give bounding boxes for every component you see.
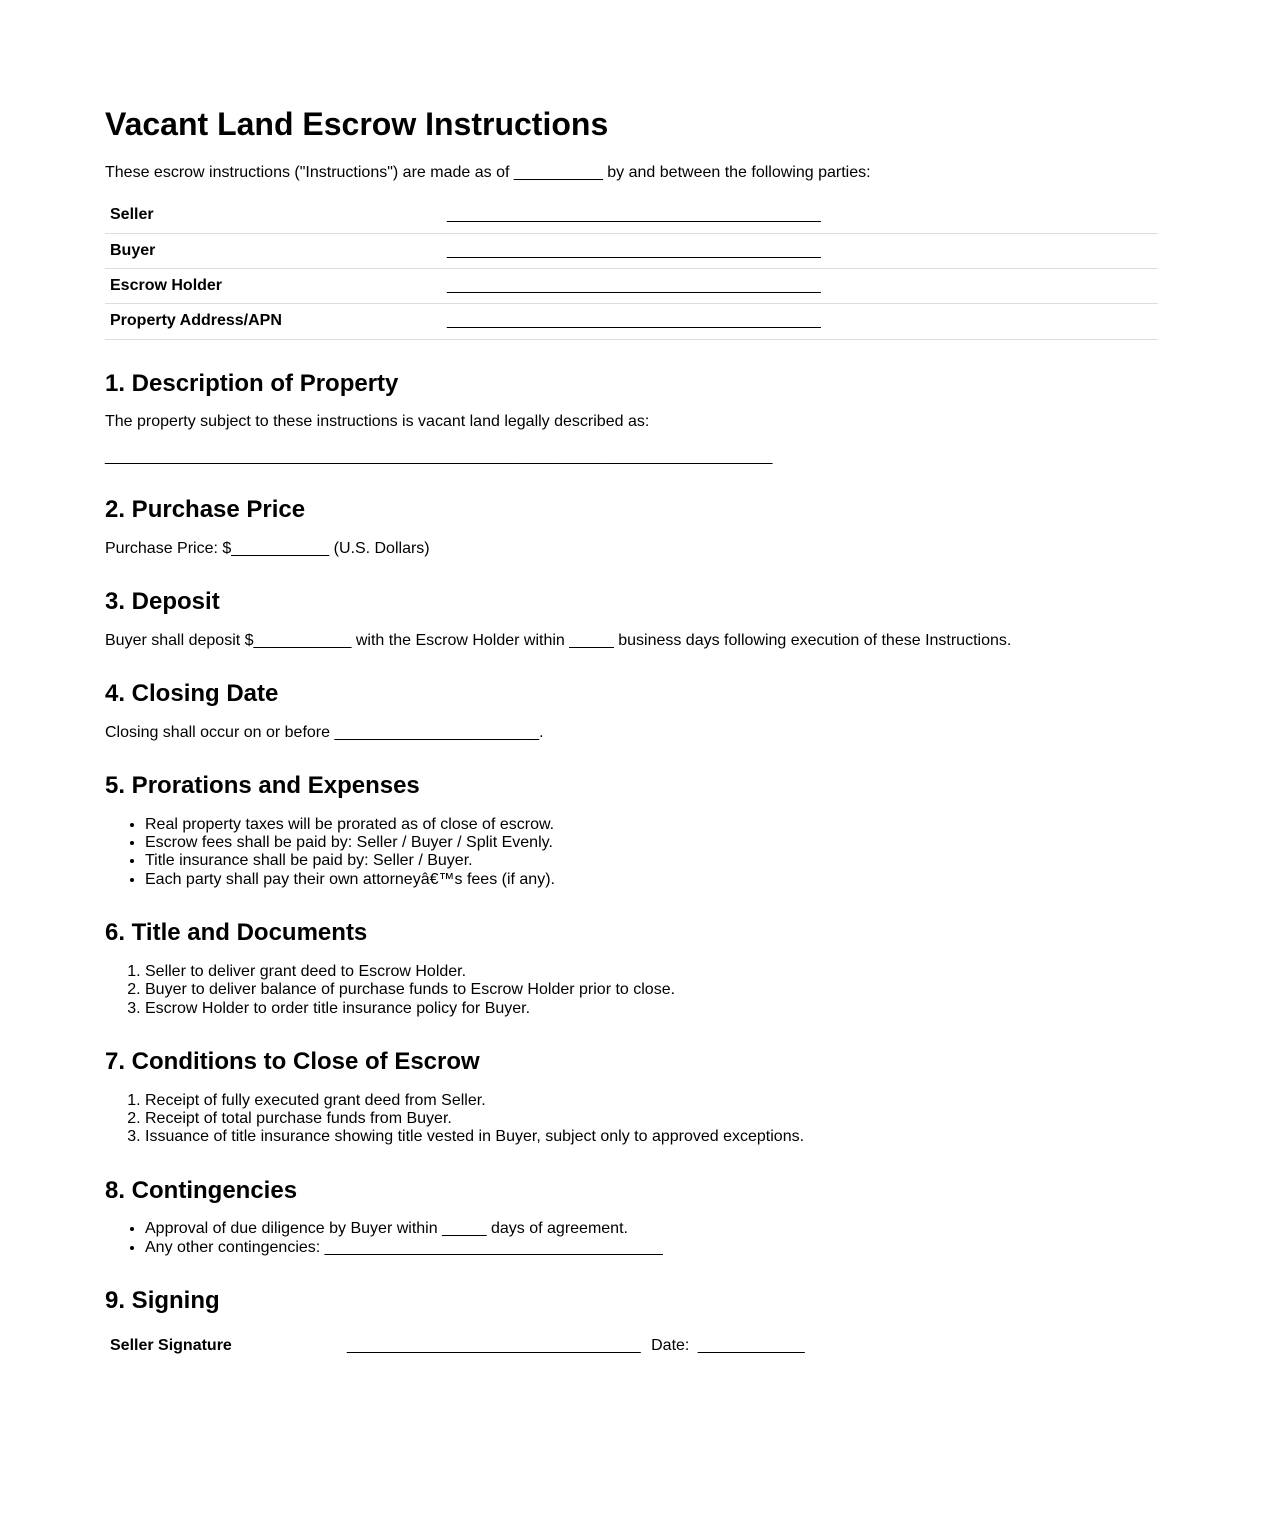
- list-item: 2. Buyer to deliver balance of purchase funds to Escrow Holder prior to close.: [145, 981, 1158, 999]
- table-row-buyer: [105, 234, 1158, 269]
- description-fill-line: ___________________________________________________________________________: [105, 447, 773, 465]
- date-label: Date:: [651, 1336, 690, 1354]
- section-heading-purchase-price: 2. Purchase Price: [105, 496, 306, 524]
- title-documents-list: [105, 963, 1158, 1018]
- list-item: • Real property taxes will be prorated as of close of escrow.: [145, 816, 1158, 834]
- page-title: Vacant Land Escrow Instructions: [105, 106, 609, 142]
- list-item: • Escrow fees shall be paid by: Seller / Buyer / Split Evenly.: [145, 834, 1158, 852]
- table-row-escrow-holder: [105, 269, 1158, 304]
- signature-fill-line: _________________________________: [347, 1336, 641, 1354]
- section-heading-prorations: 5. Prorations and Expenses: [105, 772, 420, 800]
- closing-date-body: Closing shall occur on or before _______________________.: [105, 723, 544, 741]
- section-heading-signing: 9. Signing: [105, 1287, 220, 1315]
- list-item: • Title insurance shall be paid by: Seller / Buyer.: [145, 852, 1158, 870]
- table-row-seller: [105, 198, 1158, 233]
- list-item: 3. Issuance of title insurance showing title vested in Buyer, subject only to approved exceptions.: [145, 1128, 1158, 1146]
- parties-table: [105, 198, 1158, 340]
- party-fill-line-seller: __________________________________________: [447, 206, 821, 224]
- seller-signature-value: [347, 1337, 805, 1355]
- list-item: • Any other contingencies: ______________________________________: [145, 1239, 1158, 1257]
- list-item: 1. Seller to deliver grant deed to Escrow Holder.: [145, 963, 1158, 981]
- seller-signature-label: Seller Signature: [110, 1336, 232, 1354]
- party-label-property-address: Property Address/APN: [110, 312, 282, 330]
- intro-text: These escrow instructions ("Instructions") are made as of __________ by and between the following parties:: [105, 163, 871, 181]
- party-fill-line-property-address: __________________________________________: [447, 312, 821, 330]
- conditions-list: [105, 1092, 1158, 1147]
- contingencies-list: [105, 1220, 1158, 1257]
- description-body: The property subject to these instructions is vacant land legally described as:: [105, 413, 650, 431]
- party-label-buyer: Buyer: [110, 241, 156, 259]
- party-label-escrow-holder: Escrow Holder: [110, 276, 223, 294]
- section-heading-contingencies: 8. Contingencies: [105, 1176, 298, 1204]
- list-item: 2. Receipt of total purchase funds from Buyer.: [145, 1110, 1158, 1128]
- section-heading-title-documents: 6. Title and Documents: [105, 919, 368, 947]
- list-item: 3. Escrow Holder to order title insurance policy for Buyer.: [145, 1000, 1158, 1018]
- party-fill-line-escrow-holder: __________________________________________: [447, 276, 821, 294]
- section-heading-conditions: 7. Conditions to Close of Escrow: [105, 1048, 480, 1075]
- prorations-list: [105, 816, 1158, 890]
- purchase-price-body: Purchase Price: $___________ (U.S. Dollars): [105, 539, 430, 557]
- section-heading-description: 1. Description of Property: [105, 369, 399, 397]
- section-heading-closing-date: 4. Closing Date: [105, 680, 279, 708]
- date-fill-line: ____________: [697, 1336, 805, 1354]
- seller-signature-row: [105, 1337, 1158, 1355]
- list-item: 1. Receipt of fully executed grant deed from Seller.: [145, 1092, 1158, 1110]
- section-heading-deposit: 3. Deposit: [105, 588, 220, 616]
- party-fill-line-buyer: __________________________________________: [447, 241, 821, 259]
- list-item: • Each party shall pay their own attorneyâ€™s fees (if any).: [145, 871, 1158, 889]
- party-label-seller: Seller: [110, 206, 154, 224]
- deposit-body: Buyer shall deposit $___________ with the Escrow Holder within _____ business days following execution of these Instructions.: [105, 631, 1012, 649]
- list-item: • Approval of due diligence by Buyer within _____ days of agreement.: [145, 1220, 1158, 1238]
- table-row-property-address: [105, 304, 1158, 339]
